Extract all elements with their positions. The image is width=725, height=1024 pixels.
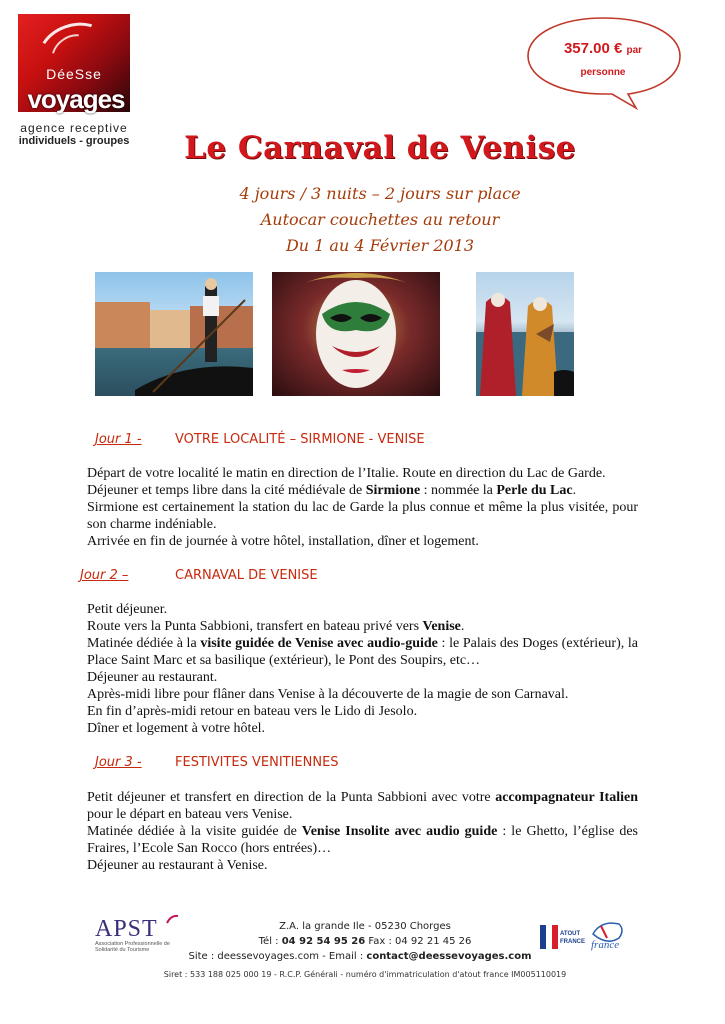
day2-title: CARNAVAL DE VENISE: [175, 568, 318, 583]
price-speech-bubble: [524, 14, 684, 110]
day3-line: Déjeuner au restaurant à Venise.: [87, 858, 268, 873]
logo-brand-top: DéeSse: [46, 66, 102, 82]
costumed-people-photo: [476, 272, 574, 396]
france-brand-logo: [585, 918, 633, 952]
day2-description: [87, 601, 638, 737]
apst-swoosh-icon: [165, 913, 179, 927]
day1-line: Départ de votre localité le matin en direction de l’Italie. Route en direction du Lac de Garde.: [87, 466, 606, 481]
footer-contact: Site : deessevoyages.com - Email : contact@deessevoyages.com: [188, 951, 532, 962]
subtitle-transport: Autocar couchettes au retour: [260, 210, 500, 229]
day1-description: [87, 465, 638, 550]
day1-number: Jour 1 -: [95, 432, 142, 447]
day3-description: [87, 789, 638, 874]
day2-line: Après-midi libre pour flâner dans Venise à la découverte de la magie de son Carnaval.: [87, 687, 569, 702]
day2-line: Petit déjeuner.: [87, 602, 168, 617]
subtitle-duration: 4 jours / 3 nuits – 2 jours sur place: [239, 184, 521, 203]
day2-line: Dîner et logement à votre hôtel.: [87, 721, 266, 736]
apst-name: APST: [95, 916, 158, 942]
day3-number: Jour 3 -: [95, 755, 142, 770]
day1-heading: [95, 432, 425, 447]
price-unit: personne: [580, 67, 626, 78]
subtitle-dates: Du 1 au 4 Février 2013: [285, 236, 475, 255]
apst-subtitle: Association Professionnelle de Solidarité du Tourisme: [95, 941, 170, 953]
footer-siret: Siret : 533 188 025 000 19 - R.C.P. Générali - numéro d'immatriculation d'atout france IM005110019: [163, 970, 567, 979]
logo-tagline-groups: individuels - groupes: [18, 135, 130, 147]
day1-title: VOTRE LOCALITÉ – SIRMIONE - VENISE: [175, 432, 425, 447]
day3-title: FESTIVITES VENITIENNES: [175, 755, 339, 770]
carnival-mask-photo: [272, 272, 440, 396]
page-title: Le Carnaval de Venise: [184, 130, 576, 166]
price-amount: 357.00 € par: [563, 40, 643, 57]
day3-line: Matinée dédiée à la visite guidée de Venise Insolite avec audio guide : le Ghetto, l’église des Fraires, l’Ecole San Rocco (hors entrées)…: [87, 824, 638, 856]
day1-line: Sirmione est certainement la station du lac de Garde la plus connue et même la plus visitée, pour son charme indéniable.: [87, 500, 638, 532]
gondola-photo: [95, 272, 253, 396]
day3-heading: [95, 755, 339, 770]
footer-address: Z.A. la grande Ile - 05230 Chorges: [279, 921, 451, 932]
day2-line: Matinée dédiée à la visite guidée de Venise avec audio-guide : le Palais des Doges (extérieur), la Place Saint Marc et sa basilique (extérieur), le Pont des Soupirs, etc…: [87, 636, 638, 668]
day2-heading: [80, 568, 318, 583]
day2-line: Route vers la Punta Sabbioni, transfert en bateau privé vers Venise.: [87, 619, 465, 634]
day2-line: En fin d’après-midi retour en bateau vers le Lido di Jesolo.: [87, 704, 418, 719]
atout-france-logo: [538, 921, 585, 953]
france-label: FRANCE: [560, 939, 585, 945]
day2-line: Déjeuner au restaurant.: [87, 670, 218, 685]
day3-line: Petit déjeuner et transfert en direction de la Punta Sabbioni avec votre accompagnateur Italien pour le départ en bateau vers Venise.: [87, 790, 638, 822]
day2-number: Jour 2 –: [80, 568, 129, 583]
day1-line: Arrivée en fin de journée à votre hôtel, installation, dîner et logement.: [87, 534, 479, 549]
france-label: france: [591, 939, 620, 951]
atout-label: ATOUT: [560, 931, 581, 937]
day1-line: Déjeuner et temps libre dans la cité médiévale de Sirmione : nommée la Perle du Lac.: [87, 483, 577, 498]
logo-brand-main: voyages: [27, 84, 125, 114]
footer-phone: Tél : 04 92 54 95 26 Fax : 04 92 21 45 26: [258, 936, 472, 947]
logo-tagline: agence receptive: [20, 121, 128, 135]
email-link[interactable]: contact@deessevoyages.com: [366, 951, 532, 962]
